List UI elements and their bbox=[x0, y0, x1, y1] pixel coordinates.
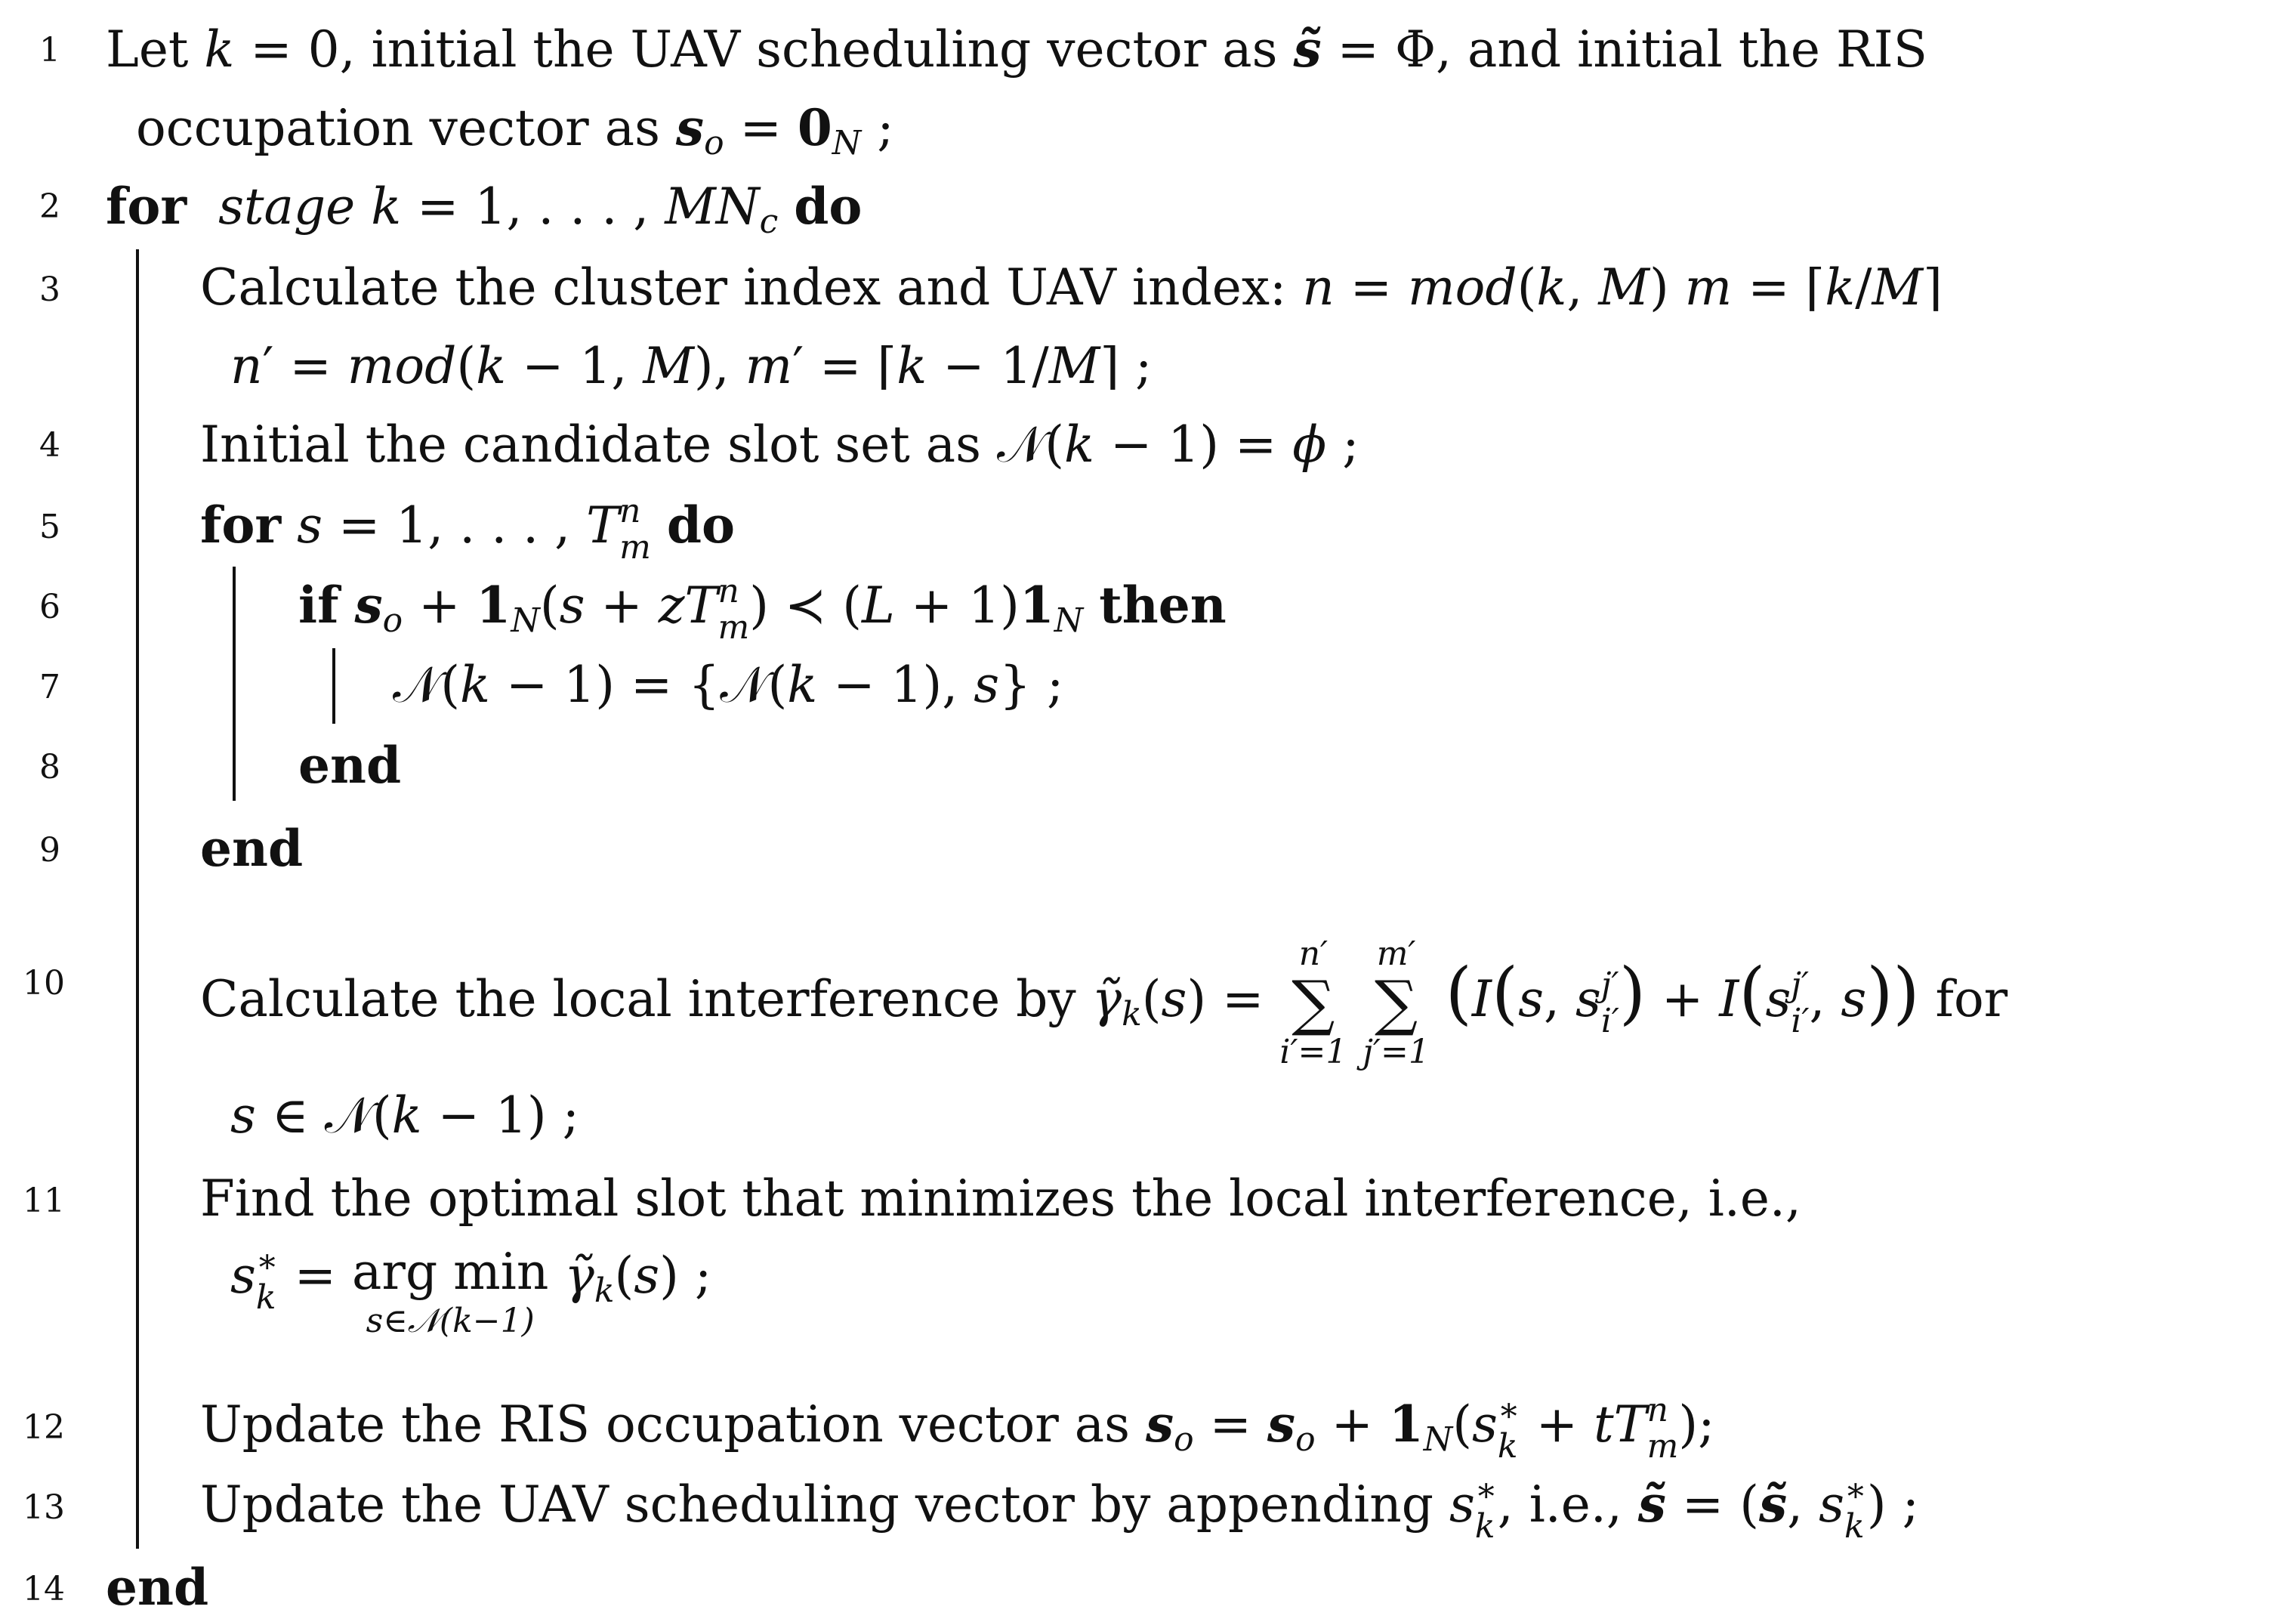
line-3-continuation: n′ = mod(k − 1, M), m′ = ⌈k − 1/M⌉ ; bbox=[230, 337, 1153, 395]
line-1-continuation: occupation vector as $s_o = 0_N$ ; bbox=[136, 98, 894, 162]
line-number: 14 bbox=[23, 1570, 65, 1608]
line-2-text: for stage k = 1, . . . , $MN_c$ do bbox=[106, 177, 863, 241]
line-number: 8 bbox=[39, 748, 60, 786]
line-number: 9 bbox=[39, 831, 60, 870]
line-number: 11 bbox=[23, 1182, 65, 1220]
for-block-bar bbox=[136, 249, 139, 1549]
line-number: 4 bbox=[39, 426, 60, 465]
if-block-bar bbox=[332, 648, 335, 724]
line-10-continuation: s ∈ 𝒩(k − 1) ; bbox=[230, 1086, 579, 1145]
line-10-text: Calculate the local interference by $\gammã_k(s)$ = n′ ∑ i′=1 m′ ∑ j′=1 (I(s, s j′ i′ ) + I(s j′ i′ , s)) for bbox=[200, 935, 2008, 1071]
line-number: 3 bbox=[39, 270, 60, 309]
line-number: 1 bbox=[39, 31, 60, 70]
line-number: 10 bbox=[23, 964, 65, 1003]
line-9-text: end bbox=[200, 819, 304, 878]
line-6-text: if $s_o + 1_N(s$ + zT n m ) ≺ $(L + 1)1_N$ then bbox=[298, 572, 1227, 647]
line-number: 7 bbox=[39, 668, 60, 706]
line-4-text: Initial the candidate slot set as 𝒩(k − 1) = ϕ ; bbox=[200, 416, 1359, 474]
line-8-text: end bbox=[298, 736, 402, 795]
line-1-text: Let k = 0, initial the UAV scheduling vector as s̃ = Φ, and initial the RIS bbox=[106, 20, 1927, 79]
line-13-text: Update the UAV scheduling vector by appending s ∗ k , i.e., s̃ = (s̃, s ∗ k ) ; bbox=[200, 1471, 1919, 1546]
line-number: 6 bbox=[39, 588, 60, 626]
line-12-text: Update the RIS occupation vector as $s_o = s_o + 1_N(s$ ∗ k + tT n m ); bbox=[200, 1391, 1715, 1466]
line-number: 12 bbox=[23, 1408, 65, 1447]
line-11-continuation: s ∗ k = arg min s∈𝒩(k−1) $\gammã_k(s)$ ; bbox=[230, 1242, 712, 1340]
line-14-text: end bbox=[106, 1558, 209, 1617]
line-3-text: Calculate the cluster index and UAV index: n = mod(k, M) m = ⌈k/M⌉ bbox=[200, 258, 1943, 317]
line-5-text: for s = 1, . . . , T n m do bbox=[200, 492, 736, 567]
line-7-text: 𝒩(k − 1) = {𝒩(k − 1), s} ; bbox=[393, 656, 1064, 714]
line-number: 5 bbox=[39, 508, 60, 546]
line-number: 13 bbox=[23, 1488, 65, 1527]
line-number: 2 bbox=[39, 187, 60, 226]
inner-for-block-bar bbox=[233, 567, 236, 801]
line-11-text: Find the optimal slot that minimizes the local interference, i.e., bbox=[200, 1169, 1801, 1228]
